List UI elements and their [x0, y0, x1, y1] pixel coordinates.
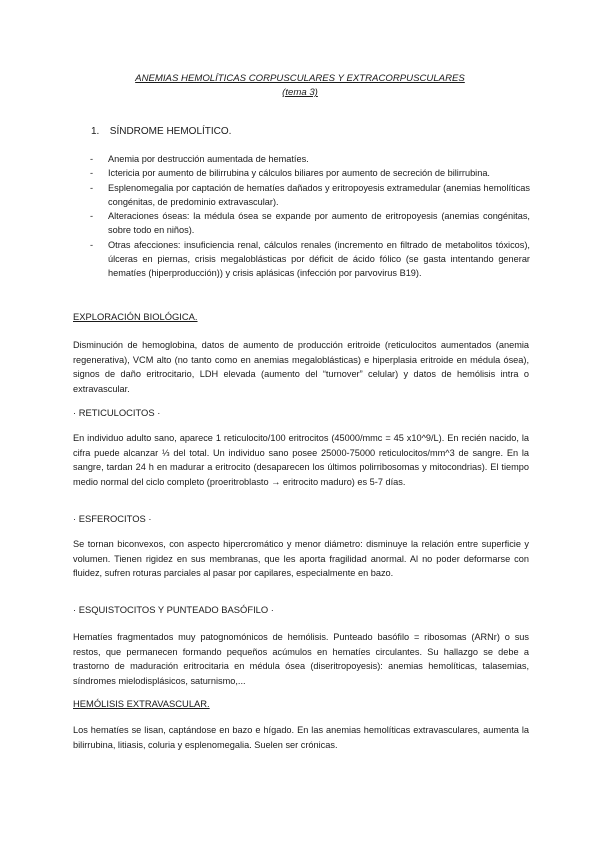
list-item: - Otras afecciones: insuficiencia renal, cálculos renales (incremento en filtrado de metabolitos tóxicos), úlceras en piernas, crisis megaloblásticas por déficit de ácido fólico (se gasta intentando generar hematíes (hiperproducción)) y crisis aplásicas (infección por parvovirus B19).: [90, 238, 530, 281]
list-item: - Alteraciones óseas: la médula ósea se expande por aumento de eritropoyesis (anemias congénitas, sobre todo en niños).: [90, 209, 530, 238]
list-item: - Esplenomegalia por captación de hematíes dañados y eritropoyesis extramedular (anemias hemolíticas congénitas, de predominio extravascular).: [90, 181, 530, 210]
extravascular-heading: HEMÓLISIS EXTRAVASCULAR.: [73, 698, 210, 709]
exploracion-heading: EXPLORACIÓN BIOLÓGICA.: [73, 311, 198, 322]
section-heading-sindrome: [91, 126, 231, 137]
exploracion-paragraph: Disminución de hemoglobina, datos de aumento de producción eritroide (reticulocitos aumentados (anemia regenerativa), VCM alto (no tanto como en anemias megaloblásticas) e hiperplasia eritroide en médula ósea), signos de daño eritrocitario, LDH elevada (aumento del “turnover” celular) y datos de hemólisis intra o extravascular.: [73, 340, 529, 394]
section-title: SÍNDROME HEMOLÍTICO.: [109, 126, 232, 137]
list-item: - Anemia por destrucción aumentada de hematíes.: [90, 152, 530, 166]
document-title: ANEMIAS HEMOLÍTICAS CORPUSCULARES Y EXTRACORPUSCULARES: [135, 73, 465, 84]
document-subtitle: (tema 3): [282, 87, 318, 98]
extravascular-paragraph: Los hematíes se lisan, captándose en bazo e hígado. En las anemias hemolíticas extravasculares, aumenta la bilirrubina, litiasis, coluria y esplenomegalia. Suelen ser crónicas.: [73, 725, 529, 750]
section-number: 1.: [91, 126, 100, 137]
esquistocitos-paragraph: Hematíes fragmentados muy patognomónicos de hemólisis. Punteado basófilo = ribosomas (ARNr) o sus restos, que permanecen formando pequeños acúmulos en hematíes circulantes. Su hallazgo se debe a trastorno de maduración eritrocitaria en médula ósea (diseritropoyesis): anemias hemolíticas, talasemias, síndromes mielodisplásicos, saturnismo,...: [73, 632, 529, 686]
esferocitos-heading: · ESFEROCITOS ·: [73, 513, 152, 524]
reticulocitos-heading: · RETICULOCITOS ·: [73, 407, 161, 418]
list-item: - Ictericia por aumento de bilirrubina y cálculos biliares por aumento de secreción de bilirrubina.: [90, 166, 530, 180]
esferocitos-paragraph: Se tornan biconvexos, con aspecto hipercromático y menor diámetro: disminuye la relación entre superficie y volumen. Tienen rigidez en sus membranas, que les aporta fragilidad anormal. Al no poder deformarse con fluidez, sufren roturas parciales al pasar por capilares, especialmente en bazo.: [73, 539, 529, 578]
symptom-list: [90, 152, 530, 281]
esquistocitos-heading: · ESQUISTOCITOS Y PUNTEADO BASÓFILO ·: [73, 604, 274, 615]
reticulocitos-paragraph: En individuo adulto sano, aparece 1 reticulocito/100 eritrocitos (45000/mmc = 45 x10^9/L). En recién nacido, la cifra puede alcanzar ⅓ del total. Un individuo sano posee 25000-75000 reticulocitos/mm^3 de sangre. En la sangre, tardan 24 h en madurar a eritrocito (desaparecen los últimos polirribosomas y mitocondrias). El tiempo medio normal del ciclo completo (proeritroblasto → eritrocito maduro) es 5-7 días.: [73, 433, 529, 487]
